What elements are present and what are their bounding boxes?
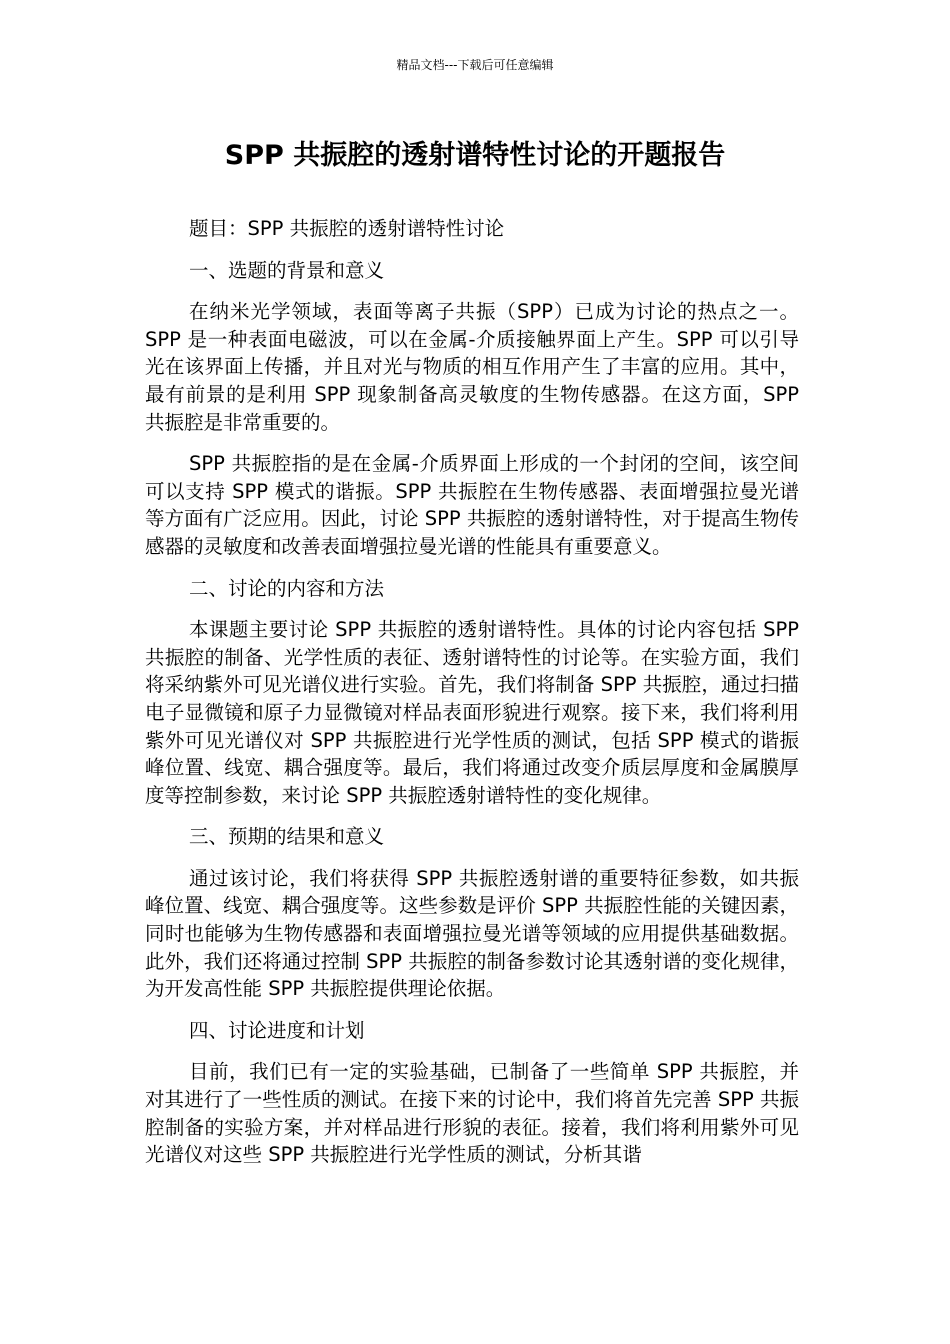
paragraph: 本课题主要讨论 SPP 共振腔的透射谱特性。具体的讨论内容包括 SPP 共振腔的制备、光学性质的表征、透射谱特性的讨论等。在实验方面，我们将采纳紫外可见光谱仪进行实验。首先，我们将制备 SPP 共振腔，通过扫描电子显微镜和原子力显微镜对样品表面形貌进行观察。接下来，我们将利用紫外可见光谱仪对 SPP 共振腔进行光学性质的测试，包括 SPP 模式的谐振峰位置、线宽、耦合强度等。最后，我们将通过改变介质层厚度和金属膜厚度等控制参数，来讨论 SPP 共振腔透射谱特性的变化规律。 [145, 618, 799, 807]
paragraph: SPP 共振腔指的是在金属-介质界面上形成的一个封闭的空间，该空间可以支持 SPP 模式的谐振。SPP 共振腔在生物传感器、表面增强拉曼光谱等方面有广泛应用。因此，讨论 SPP 共振腔的透射谱特性，对于提高生物传感器的灵敏度和改善表面增强拉曼光谱的性能具有重要意义。 [145, 452, 799, 558]
document-title: SPP 共振腔的透射谱特性讨论的开题报告 [224, 140, 726, 171]
paragraph: 目前，我们已有一定的实验基础，已制备了一些简单 SPP 共振腔，并对其进行了一些性质的测试。在接下来的讨论中，我们将首先完善 SPP 共振腔制备的实验方案，并对样品进行形貌的表征。接着，我们将利用紫外可见光谱仪对这些 SPP 共振腔进行光学性质的测试，分析其谐 [145, 1060, 799, 1167]
paragraph: 通过该讨论，我们将获得 SPP 共振腔透射谱的重要特征参数，如共振峰位置、线宽、耦合强度等。这些参数是评价 SPP 共振腔性能的关键因素，同时也能够为生物传感器和表面增强拉曼光谱等领域的应用提供基础数据。此外，我们还将通过控制 SPP 共振腔的制备参数讨论其透射谱的变化规律，为开发高性能 SPP 共振腔提供理论依据。 [145, 866, 799, 1001]
document-body [145, 215, 799, 1183]
section-heading-2: 二、讨论的内容和方法 [189, 576, 385, 600]
page-header: 精品文档---下载后可任意编辑 [396, 58, 554, 72]
section-heading-4: 四、讨论进度和计划 [189, 1018, 365, 1042]
paragraph: 在纳米光学领域，表面等离子共振（SPP）已成为讨论的热点之一。SPP 是一种表面电磁波，可以在金属-介质接触界面上产生。SPP 可以引导光在该界面上传播，并且对光与物质的相互作用产生了丰富的应用。其中，最有前景的是利用 SPP 现象制备高灵敏度的生物传感器。在这方面，SPP 共振腔是非常重要的。 [145, 300, 799, 434]
section-heading-1: 一、选题的背景和意义 [189, 258, 385, 282]
section-heading-3: 三、预期的结果和意义 [189, 825, 385, 849]
topic-line: 题目：SPP 共振腔的透射谱特性讨论 [189, 217, 505, 240]
